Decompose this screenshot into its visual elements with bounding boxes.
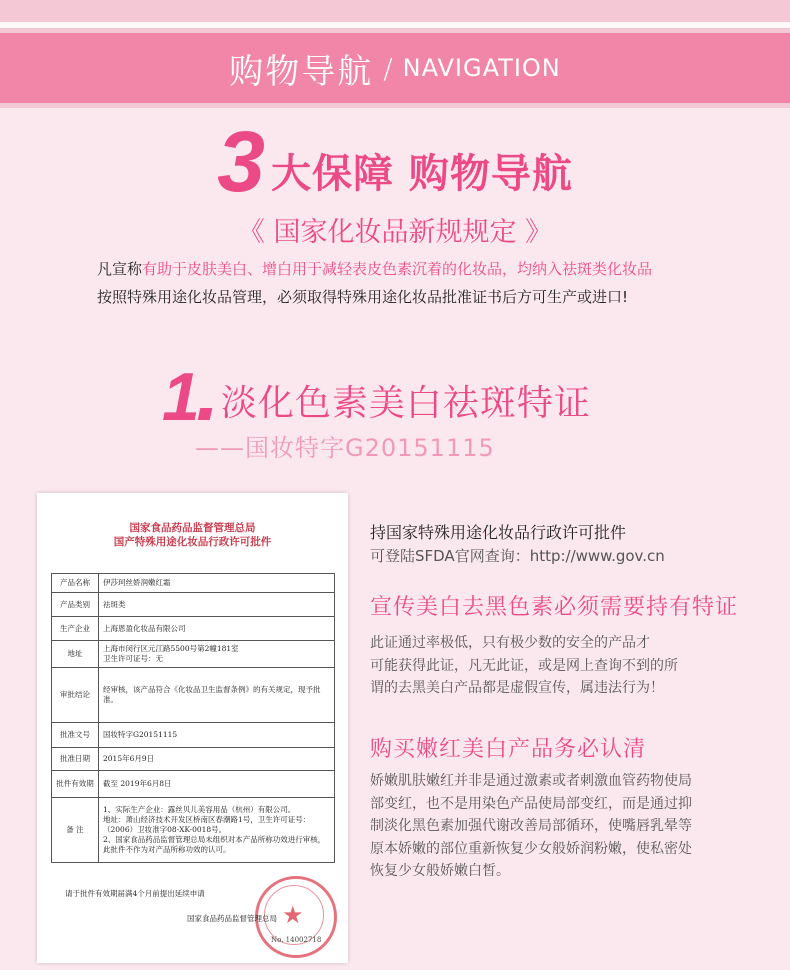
body-certificate — [370, 632, 710, 700]
intro-line-1-prefix: 凡宣称 — [97, 260, 143, 278]
row-key: 地址 — [52, 641, 99, 668]
table-row — [52, 574, 335, 593]
intro-line-1-highlight: 有助于皮肤美白、增白用于减轻表皮色素沉着的化妆品，均纳入祛斑类化妆品 — [142, 260, 653, 278]
note-line: 地址：萧山经济技术开发区桥南区春潮路1号，卫生许可证号：（2006）卫妆准字08-XK-0018号。 — [103, 815, 311, 834]
section-1-dot — [198, 408, 213, 420]
banner-stripe — [0, 22, 790, 28]
table-row — [52, 593, 335, 617]
row-value: 国妆特字G20151115 — [99, 723, 335, 748]
heading-certificate-required: 宣传美白去黑色素必须需要持有特证 — [370, 595, 739, 620]
address-line: 上海市闵行区元江路5500号第2幢181室 — [103, 644, 239, 653]
note-line: 1、实际生产企业：露丝贝儿美容用品（杭州）有限公司。 — [103, 805, 296, 814]
row-key: 备 注 — [52, 798, 99, 863]
sfda-query-line: 可登陆SFDA官网查询：http://www.gov.cn — [370, 547, 665, 565]
banner-separator: / — [383, 51, 393, 85]
license-document — [37, 493, 348, 963]
row-value: 祛斑类 — [99, 593, 335, 617]
row-value — [99, 641, 335, 668]
banner-title-en: NAVIGATION — [402, 54, 561, 82]
document-footer: 请于批件有效期届满4个月前提出延续申请 — [65, 889, 205, 898]
table-row — [52, 668, 335, 723]
banner-title — [0, 33, 790, 103]
table-row — [52, 771, 335, 798]
body-line: 制淡化黑色素加强代谢改善局部循环，使嘴唇乳晕等 — [370, 818, 692, 834]
regulation-subtitle: 《 国家化妆品新规规定 》 — [237, 217, 553, 248]
table-row — [52, 641, 335, 668]
section-1-title: 淡化色素美白祛斑特证 — [220, 383, 591, 424]
body-buy-carefully — [370, 770, 710, 883]
body-line: 谓的去黑美白产品都是虚假宣传，属违法行为！ — [370, 680, 664, 696]
document-table — [51, 573, 335, 863]
row-value: 上海恩盈化妆品有限公司 — [99, 617, 335, 641]
document-header-2: 国产特殊用途化妆品行政许可批件 — [113, 536, 272, 548]
document-serial: No. 14002718 — [271, 936, 322, 944]
table-row — [52, 617, 335, 641]
row-value: 伊莎珂丝娇润嫩红霜 — [99, 574, 335, 593]
row-key: 批准文号 — [52, 723, 99, 748]
row-value: 截至 2019年6月8日 — [99, 771, 335, 798]
table-row — [52, 798, 335, 863]
row-key: 生产企业 — [52, 617, 99, 641]
intro-line-1 — [97, 258, 737, 279]
row-key: 产品名称 — [52, 574, 99, 593]
row-value — [99, 798, 335, 863]
row-key: 批件有效期 — [52, 771, 99, 798]
header-banner — [0, 0, 790, 108]
permit-line: 持国家特殊用途化妆品行政许可批件 — [370, 523, 627, 542]
document-header-1: 国家食品药品监督管理总局 — [129, 522, 256, 534]
headline-number: 3 — [217, 114, 263, 210]
license-number: ——国妆特字G20151115 — [195, 434, 495, 462]
row-value: 经审核，该产品符合《化妆品卫生监督条例》的有关规定，现予批准。 — [99, 668, 335, 723]
body-line: 娇嫩肌肤嫩红并非是通过激素或者刺激血管药物使局 — [370, 773, 692, 789]
row-key: 审批结论 — [52, 668, 99, 723]
row-key: 批准日期 — [52, 748, 99, 771]
permit-line: 卫生许可证号：无 — [103, 654, 163, 663]
heading-buy-carefully: 购买嫩红美白产品务必认清 — [370, 737, 647, 762]
body-line: 此证通过率极低，只有极少数的安全的产品才 — [370, 635, 650, 651]
table-row — [52, 723, 335, 748]
section-1-number: 1 — [162, 359, 197, 435]
seal-star-icon: ★ — [282, 901, 304, 929]
table-row — [52, 748, 335, 771]
row-value: 2015年6月9日 — [99, 748, 335, 771]
note-line: 2、国家食品药品监督管理总局未组织对本产品所称功效进行审核，此批件不作为对产品所称功效的认可。 — [103, 835, 326, 854]
document-signature: 国家食品药品监督管理总局 — [187, 914, 277, 923]
section-1-heading — [162, 358, 591, 435]
body-line: 恢复少女般娇嫩白皙。 — [370, 863, 510, 879]
body-line: 原本娇嫩的部位重新恢复少女般娇润粉嫩，使私密处 — [370, 840, 692, 857]
body-line: 部变红，也不是用染色产品使局部变红，而是通过抑 — [370, 795, 692, 812]
headline-text: 大保障 购物导航 — [270, 151, 573, 197]
row-key: 产品类别 — [52, 593, 99, 617]
body-line: 可能获得此证，凡无此证，或是网上查询不到的所 — [370, 657, 678, 674]
intro-line-2: 按照特殊用途化妆品管理，必须取得特殊用途化妆品批准证书后方可生产或进口! — [97, 288, 629, 306]
main-headline — [0, 114, 790, 210]
banner-title-cn: 购物导航 — [229, 51, 374, 92]
